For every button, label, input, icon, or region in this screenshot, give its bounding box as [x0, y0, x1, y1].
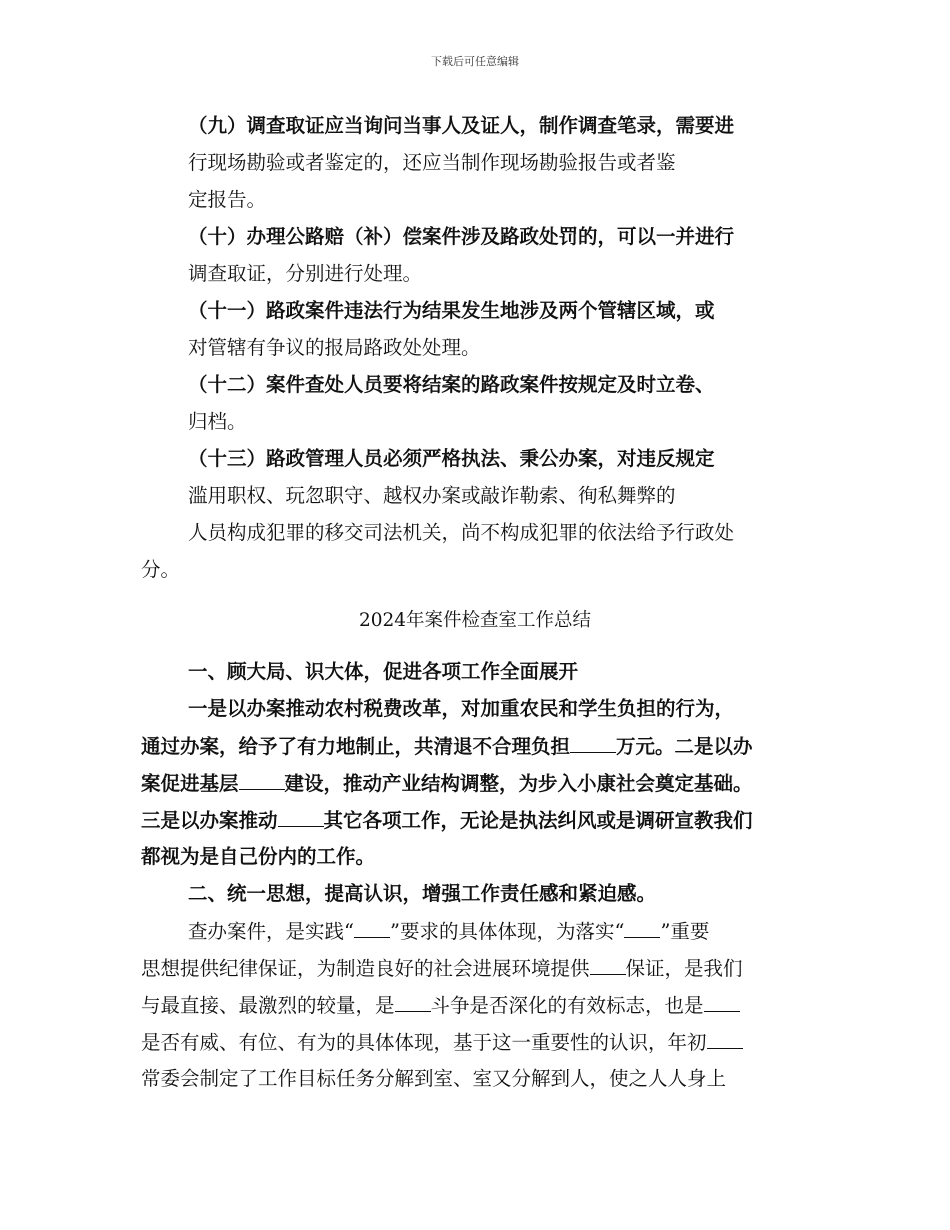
- text-segment: 查办案件，是实践“: [188, 920, 354, 943]
- blank-underline: [278, 808, 324, 827]
- blank-underline: [704, 993, 740, 1012]
- text-segment: 万元。二是以办: [616, 735, 753, 758]
- text-segment: 斗争是否深化的有效标志，也是: [430, 994, 704, 1017]
- page-header: 下载后可任意编辑: [431, 55, 519, 68]
- document-title: 2024年案件检查室工作总结: [358, 610, 592, 631]
- text-segment: 与最直接、最激烈的较量，是: [141, 994, 395, 1017]
- item-11-line-2: 对管辖有争议的报局路政处处理。: [188, 336, 481, 359]
- p1-line-1: [188, 697, 734, 721]
- item-13-line-4: 分。: [141, 558, 181, 581]
- item-9-line-1: （九）调查取证应当询问当事人及证人，制作调查笔录，需要进: [188, 114, 735, 137]
- item-12-line-2: 归档。: [188, 410, 247, 433]
- item-13-line-2: 滥用职权、玩忽职守、越权办案或敲诈勒索、徇私舞弊的: [188, 484, 676, 507]
- blank-underline: [570, 734, 616, 753]
- blank-underline: [707, 1030, 743, 1049]
- p1-line-2: [141, 734, 753, 759]
- text-segment: 保证，是我们: [625, 957, 743, 980]
- heading-one: 一、顾大局、识大体，促进各项工作全面展开: [188, 660, 579, 683]
- item-10-line-1: （十）办理公路赔（补）偿案件涉及路政处罚的，可以一并进行: [188, 225, 735, 248]
- blank-underline: [239, 771, 285, 790]
- p1-line-4: [141, 808, 753, 833]
- text-segment: 一是以办案推动农村税费改革，对加重农民和学生负担的行为，: [188, 697, 735, 720]
- p2-line-4: [141, 1030, 743, 1055]
- p2-line-3: [141, 993, 740, 1018]
- item-9-line-2: 行现场勘验或者鉴定的，还应当制作现场勘验报告或者鉴: [188, 151, 676, 174]
- text-segment: 常委会制定了工作目标任务分解到室、室又分解到人，使之人人身上: [141, 1067, 727, 1090]
- text-segment: 都视为是自己份内的工作。: [141, 845, 376, 868]
- p2-line-5: [141, 1067, 726, 1091]
- text-segment: 其它各项工作，无论是执法纠风或是调研宣教我们: [323, 809, 753, 832]
- item-13-line-3: 人员构成犯罪的移交司法机关，尚不构成犯罪的依法给予行政处: [188, 521, 735, 544]
- text-segment: ”要求的具体体现，为落实“: [389, 920, 625, 943]
- blank-underline: [624, 919, 660, 938]
- text-segment: 三是以办案推动: [141, 809, 278, 832]
- text-segment: 建设，推动产业结构调整，为步入小康社会奠定基础。: [284, 772, 753, 795]
- blank-underline: [395, 993, 431, 1012]
- p2-line-2: [141, 956, 743, 981]
- p1-line-3: [141, 771, 753, 796]
- p1-line-5: [141, 845, 375, 869]
- heading-two: 二、统一思想，提高认识，增强工作责任感和紧迫感。: [188, 882, 657, 905]
- text-segment: 通过办案，给予了有力地制止，共清退不合理负担: [141, 735, 571, 758]
- text-segment: 案促进基层: [141, 772, 239, 795]
- item-12-line-1: （十二）案件查处人员要将结案的路政案件按规定及时立卷、: [188, 373, 715, 396]
- item-13-line-1: （十三）路政管理人员必须严格执法、秉公办案，对违反规定: [188, 447, 715, 470]
- p2-line-1: [188, 919, 709, 944]
- item-11-line-1: （十一）路政案件违法行为结果发生地涉及两个管辖区域，或: [188, 299, 715, 322]
- text-segment: ”重要: [660, 920, 710, 943]
- blank-underline: [590, 956, 626, 975]
- item-9-line-3: 定报告。: [188, 188, 267, 211]
- item-10-line-2: 调查取证，分别进行处理。: [188, 262, 423, 285]
- text-segment: 是否有威、有位、有为的具体体现，基于这一重要性的认识，年初: [141, 1031, 707, 1054]
- blank-underline: [354, 919, 390, 938]
- text-segment: 思想提供纪律保证，为制造良好的社会进展环境提供: [141, 957, 590, 980]
